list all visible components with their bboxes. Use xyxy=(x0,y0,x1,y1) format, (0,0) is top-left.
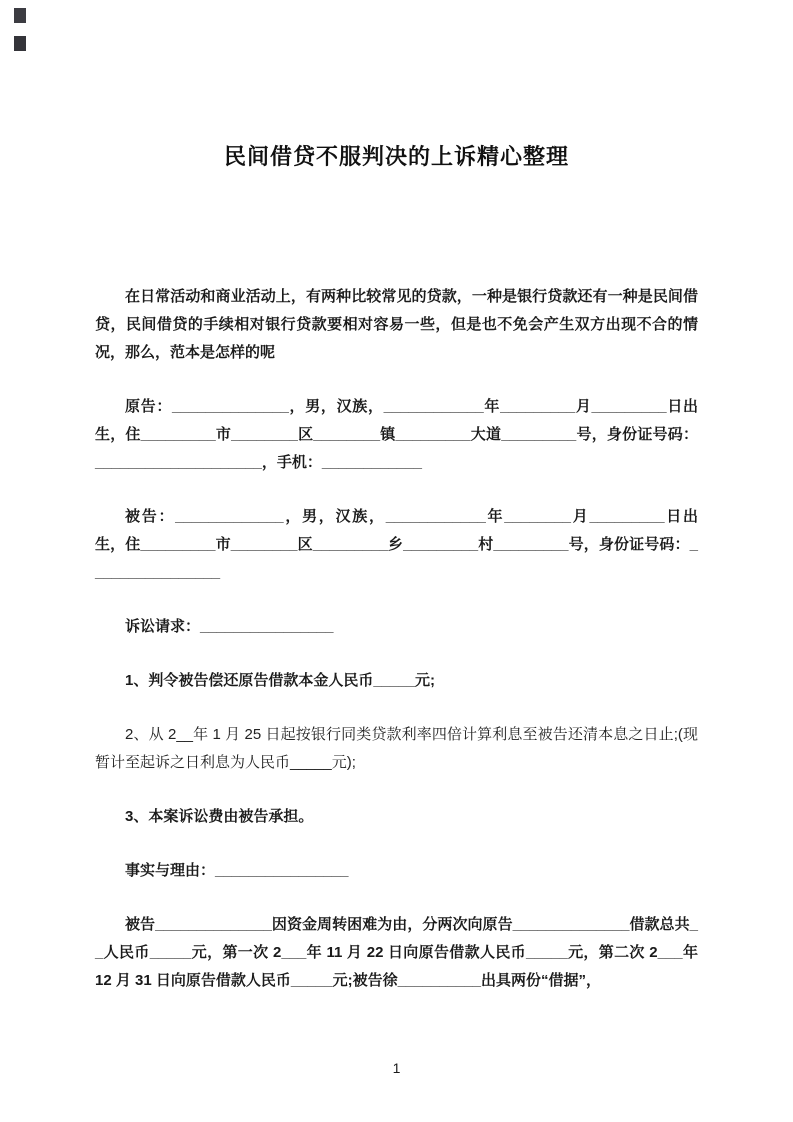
paragraph-intro: 在日常活动和商业活动上，有两种比较常见的贷款，一种是银行贷款还有一种是民间借贷，民间借贷的手续相对银行贷款要相对容易一些，但是也不免会产生双方出现不合的情况，那么，范本是怎样的呢 xyxy=(95,288,698,361)
page-number: 1 xyxy=(392,1060,401,1076)
paragraph-defendant: 被告：_____________，男，汉族，____________年________月_________日出生，住_________市________区_________乡_________村_________号，身份证号码：________________ xyxy=(95,508,698,581)
paragraph-facts-heading: 事实与理由：________________ xyxy=(125,862,349,879)
paragraph-claim-3: 3、本案诉讼费由被告承担。 xyxy=(125,808,314,825)
corner-mark-top xyxy=(14,8,26,23)
paragraph-claim-1: 1、判令被告偿还原告借款本金人民币_____元; xyxy=(125,672,436,689)
document-body xyxy=(95,283,698,995)
paragraph-claim-2: 2、从 2__年 1 月 25 日起按银行同类贷款利率四倍计算利息至被告还清本息之日止;(现暂计至起诉之日利息为人民币_____元); xyxy=(95,726,698,771)
paragraph-claims-heading: 诉讼请求：________________ xyxy=(125,618,334,635)
document-title: 民间借贷不服判决的上诉精心整理 xyxy=(223,144,569,169)
paragraph-plaintiff: 原告：______________，男，汉族，____________年_________月_________日出生，住_________市________区________镇_________大道_________号，身份证号码：____________________，手机：____________ xyxy=(95,398,698,471)
corner-mark-bottom xyxy=(14,36,26,51)
paragraph-facts-body: 被告______________因资金周转困难为由，分两次向原告______________借款总共__人民币_____元，第一次 2___年 11 月 22 日向原告借款人民币_____元，第二次 2___年 12 月 31 日向原告借款人民币_____元;被告徐__________出具两份“借据”， xyxy=(95,916,698,989)
